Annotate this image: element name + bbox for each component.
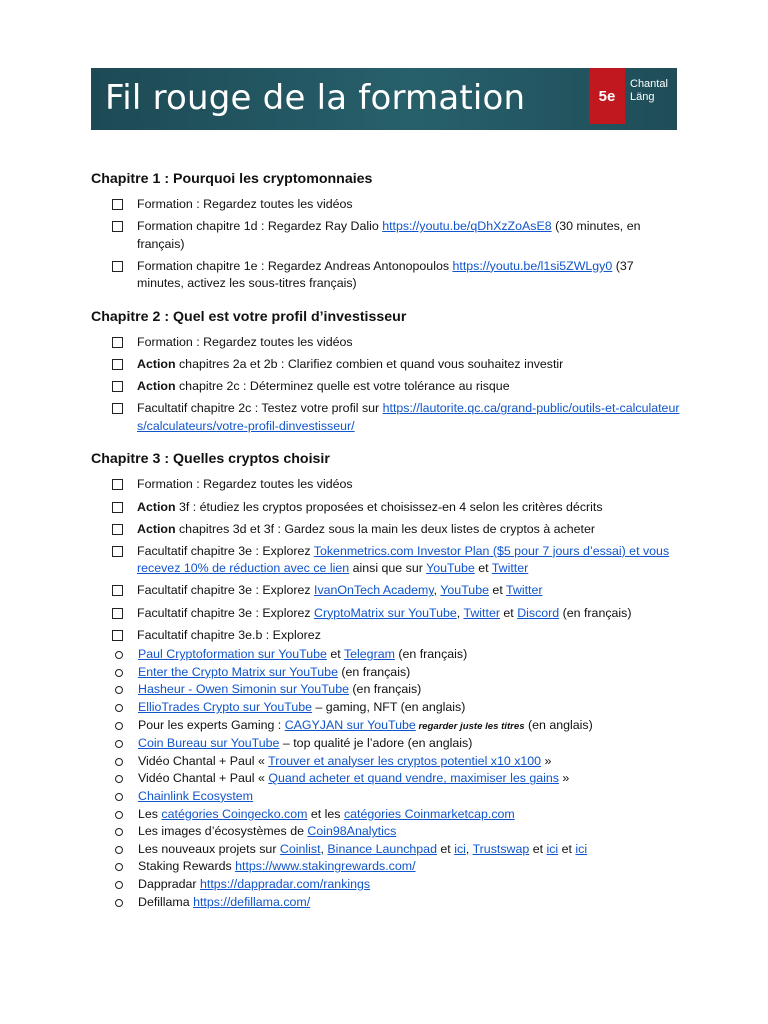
checkbox-icon[interactable] [112, 546, 123, 557]
chainlink-ecosystem-link[interactable]: Chainlink Ecosystem [138, 788, 254, 803]
resource-item: Les catégories Coingecko.com et les catégories Coinmarketcap.com [91, 806, 681, 824]
checklist-item: Formation : Regardez toutes les vidéos [91, 334, 681, 352]
checklist-item: Action 3f : étudiez les cryptos proposées et choisissez-en 4 selon les critères décrits [91, 499, 681, 517]
circle-bullet-icon [115, 669, 123, 677]
resource-item: Staking Rewards https://www.stakingrewards.com/ [91, 858, 681, 876]
investor-profile-link[interactable]: https://lautorite.qc.ca/grand-public/outils-et-calculateurs/calculateurs/votre-profil-dinvestisseur/ [137, 401, 680, 433]
defillama-link[interactable]: https://defillama.com/ [193, 894, 311, 909]
resource-item: Coin Bureau sur YouTube – top qualité je l’adore (en anglais) [91, 735, 681, 753]
checklist-item: Action chapitre 2c : Déterminez quelle est votre tolérance au risque [91, 378, 681, 396]
author-last-name: Läng [630, 91, 655, 103]
checklist-item: Formation chapitre 1d : Regardez Ray Dalio https://youtu.be/qDhXzZoAsE8 (30 minutes, en français) [91, 218, 681, 253]
resource-item [91, 788, 681, 806]
binance-launchpad-link[interactable]: Binance Launchpad [327, 841, 437, 856]
checkbox-icon[interactable] [112, 630, 123, 641]
circle-bullet-icon [115, 775, 123, 783]
checklist-item: Formation : Regardez toutes les vidéos [91, 476, 681, 494]
chapter-3-heading: Chapitre 3 : Quelles cryptos choisir [91, 451, 330, 468]
chapter-3-checklist [91, 476, 681, 911]
ici-link-3[interactable]: ici [575, 841, 588, 856]
coinmarketcap-categories-link[interactable]: catégories Coinmarketcap.com [343, 806, 515, 821]
chapter-1-heading: Chapitre 1 : Pourquoi les cryptomonnaies [91, 171, 373, 187]
circle-bullet-icon [115, 811, 123, 819]
circle-bullet-icon [115, 846, 123, 854]
resource-item: Hasheur - Owen Simonin sur YouTube (en français) [91, 681, 681, 699]
checkbox-icon[interactable] [112, 199, 123, 210]
checkbox-icon[interactable] [112, 359, 123, 370]
resource-item: Vidéo Chantal + Paul « Quand acheter et quand vendre, maximiser les gains » [91, 770, 681, 788]
checkbox-icon[interactable] [112, 608, 123, 619]
checkbox-icon[interactable] [112, 381, 123, 392]
checklist-item: Facultatif chapitre 3e.b : Explorez Paul Cryptoformation sur YouTube et Telegram (en français) Enter the Crypto Matrix sur YouTube (en français) Hasheur - Owen Simonin sur YouTube (en français) EllioTrades Crypto sur YouTube – gaming, NFT (en anglais) Pour les experts Gaming : CAGYJAN sur YouTube regarder juste les titres (en anglais) Coin Bureau sur YouTube – top qualité je l’adore (en anglais) Vidéo Chantal + Paul « Trouver et analyser les cryptos potentiel x10 x100 » Vidéo Chantal + Paul « Quand acheter et quand vendre, maximiser les gains » Chainlink Ecosystem Les catégories Coingecko.com et les catégories Coinmarketcap.com Les images d’écosystèmes de Coin98Analytics Les nouveaux projets sur Coinlist, Binance Launchpad et ici, Trustswap et ici et ici Staking Rewards https://www.stakingrewards.com/ Dappradar https://dappradar.com/rankings Defillama https://defillama.com/ [91, 627, 681, 912]
checkbox-icon[interactable] [112, 479, 123, 490]
trustswap-link[interactable]: Trustswap [472, 841, 530, 856]
circle-bullet-icon [115, 828, 123, 836]
resource-sublist [91, 646, 681, 911]
tokenmetrics-twitter-link[interactable]: Twitter [491, 561, 529, 576]
note-text: regarder juste les titres [415, 720, 525, 732]
chapter-1-checklist [91, 196, 681, 293]
resource-item: Les images d’écosystèmes de Coin98Analytics [91, 823, 681, 841]
checklist-item: Facultatif chapitre 3e : Explorez CryptoMatrix sur YouTube, Twitter et Discord (en français) [91, 605, 681, 623]
elliotrades-link[interactable]: EllioTrades Crypto sur YouTube [138, 699, 313, 714]
circle-bullet-icon [115, 686, 123, 694]
coin98analytics-link[interactable]: Coin98Analytics [307, 824, 397, 839]
telegram-link[interactable]: Telegram [343, 647, 395, 662]
ivanontech-twitter-link[interactable]: Twitter [505, 583, 543, 598]
chapter-2-checklist [91, 334, 681, 435]
resource-item: Pour les experts Gaming : CAGYJAN sur YouTube regarder juste les titres (en anglais) [91, 717, 681, 736]
circle-bullet-icon [115, 899, 123, 907]
stakingrewards-link[interactable]: https://www.stakingrewards.com/ [235, 859, 416, 874]
checkbox-icon[interactable] [112, 403, 123, 414]
circle-bullet-icon [115, 758, 123, 766]
ivanontech-link[interactable]: IvanOnTech Academy [314, 583, 434, 598]
circle-bullet-icon [115, 863, 123, 871]
checkbox-icon[interactable] [112, 585, 123, 596]
coinlist-link[interactable]: Coinlist [279, 841, 321, 856]
resource-item: Les nouveaux projets sur Coinlist, Binance Launchpad et ici, Trustswap et ici et ici [91, 841, 681, 859]
chapter-2 [91, 306, 681, 435]
resource-item: Defillama https://defillama.com/ [91, 894, 681, 912]
document-body [91, 168, 681, 911]
resource-item: EllioTrades Crypto sur YouTube – gaming, NFT (en anglais) [91, 699, 681, 717]
resource-item: Vidéo Chantal + Paul « Trouver et analyser les cryptos potentiel x10 x100 » [91, 753, 681, 771]
tokenmetrics-link[interactable]: Tokenmetrics.com Investor Plan ($5 pour 7 jours d’essai) et vous recevez 10% de réduction avec ce lien [137, 543, 670, 576]
analyse-cryptos-video-link[interactable]: Trouver et analyser les cryptos potentiel x10 x100 [268, 753, 542, 768]
circle-bullet-icon [115, 740, 123, 748]
hasheur-link[interactable]: Hasheur - Owen Simonin sur YouTube [138, 682, 349, 697]
document-title: Fil rouge de la formation [105, 78, 526, 118]
circle-bullet-icon [115, 651, 123, 659]
chapter-1 [91, 168, 681, 293]
author-first-name: Chantal [630, 78, 668, 90]
cryptomatrix-twitter-link[interactable]: Twitter [463, 605, 500, 620]
checklist-item: Facultatif chapitre 3e : Explorez IvanOnTech Academy, YouTube et Twitter [91, 582, 681, 600]
antonopoulos-video-link[interactable]: https://youtu.be/l1si5ZWLgy0 [452, 258, 613, 273]
checklist-item: Action chapitres 3d et 3f : Gardez sous la main les deux listes de cryptos à acheter [91, 521, 681, 539]
circle-bullet-icon [115, 881, 123, 889]
chapter-3 [91, 448, 681, 911]
buy-sell-video-link[interactable]: Quand acheter et quand vendre, maximiser les gains [268, 771, 559, 786]
checkbox-icon[interactable] [112, 221, 123, 232]
enter-crypto-matrix-link[interactable]: Enter the Crypto Matrix sur YouTube [138, 664, 338, 679]
checklist-item: Facultatif chapitre 3e : Explorez Tokenmetrics.com Investor Plan ($5 pour 7 jours d’essai) et vous recevez 10% de réduction avec ce lien ainsi que sur YouTube et Twitter [91, 543, 681, 578]
paul-cryptoformation-link[interactable]: Paul Cryptoformation sur YouTube [138, 647, 327, 662]
title-banner [91, 68, 677, 130]
ivanontech-youtube-link[interactable]: YouTube [440, 583, 489, 598]
author-name [630, 78, 678, 104]
resource-item: Dappradar https://dappradar.com/rankings [91, 876, 681, 894]
ici-link-1[interactable]: ici [454, 841, 466, 856]
ici-link-2[interactable]: ici [546, 841, 559, 856]
circle-bullet-icon [115, 722, 123, 730]
ray-dalio-video-link[interactable]: https://youtu.be/qDhXzZoAsE8 [382, 219, 552, 234]
grade-badge: 5e [589, 68, 625, 124]
checkbox-icon[interactable] [112, 502, 123, 513]
circle-bullet-icon [115, 793, 123, 801]
checklist-item: Facultatif chapitre 2c : Testez votre profil sur https://lautorite.qc.ca/grand-public/outils-et-calculateurs/calculateurs/votre-profil-dinvestisseur/ [91, 400, 681, 435]
coingecko-categories-link[interactable]: catégories Coingecko.com [161, 806, 308, 821]
resource-item: Enter the Crypto Matrix sur YouTube (en français) [91, 664, 681, 682]
chapter-2-heading: Chapitre 2 : Quel est votre profil d’investisseur [91, 308, 407, 325]
cryptomatrix-youtube-link[interactable]: CryptoMatrix sur YouTube [314, 605, 457, 620]
checklist-item: Action chapitres 2a et 2b : Clarifiez combien et quand vous souhaitez investir [91, 356, 681, 374]
checklist-item: Formation : Regardez toutes les vidéos [91, 196, 681, 214]
cagyjan-link[interactable]: CAGYJAN sur YouTube [284, 717, 416, 732]
checkbox-icon[interactable] [112, 261, 123, 272]
checklist-item: Formation chapitre 1e : Regardez Andreas Antonopoulos https://youtu.be/l1si5ZWLgy0 (37 minutes, activez les sous-titres français) [91, 258, 681, 293]
cryptomatrix-discord-link[interactable]: Discord [517, 605, 560, 620]
coin-bureau-link[interactable]: Coin Bureau sur YouTube [138, 736, 280, 751]
circle-bullet-icon [115, 704, 123, 712]
checkbox-icon[interactable] [112, 337, 123, 348]
resource-item: Paul Cryptoformation sur YouTube et Telegram (en français) [91, 646, 681, 664]
checkbox-icon[interactable] [112, 524, 123, 535]
tokenmetrics-youtube-link[interactable]: YouTube [426, 561, 475, 576]
dappradar-link[interactable]: https://dappradar.com/rankings [200, 876, 371, 891]
